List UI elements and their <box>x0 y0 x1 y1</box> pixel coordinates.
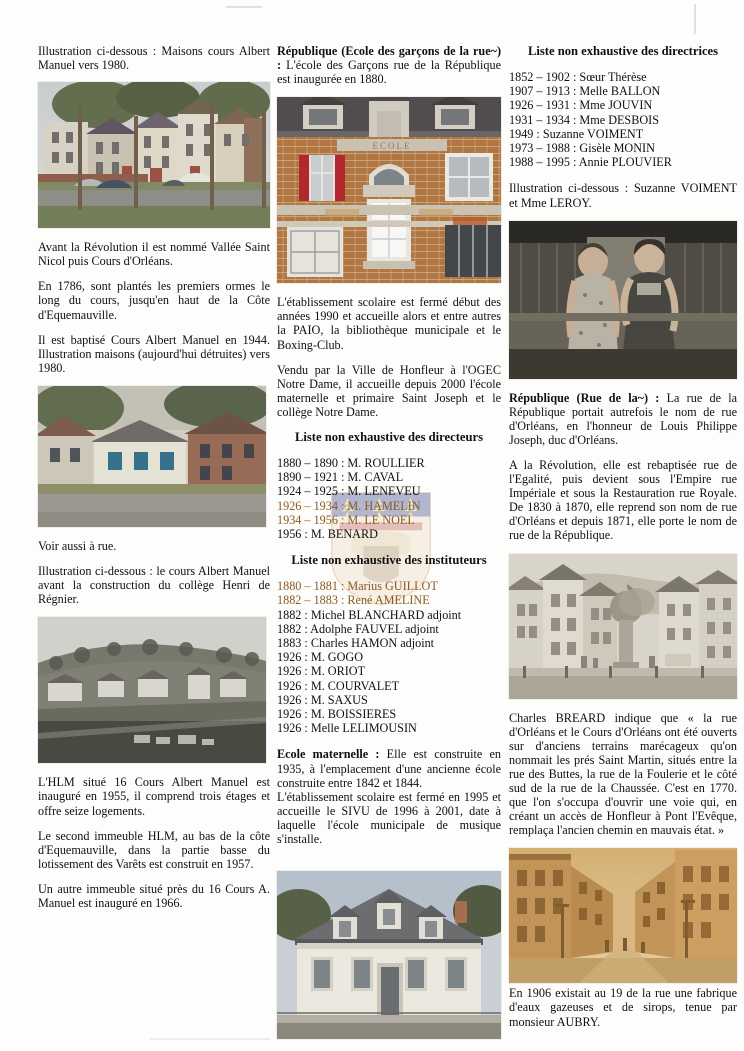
entry-republique-ecole-garcons <box>277 44 501 86</box>
entry-rue-republique-lead: République (Rue de la~) : <box>509 390 660 405</box>
left-paragraph-2: En 1786, sont plantés les premiers ormes le long du cours, jusqu'en haut de la Côte d'Equemauville. <box>38 279 270 322</box>
list-item: 1882 – 1883 : René AMELINE <box>277 593 430 608</box>
list-item: 1924 – 1925 : M. LENEVEU <box>277 484 421 499</box>
photo-maisons-cours-albert-manuel <box>38 82 270 228</box>
right-paragraph-3: Charles BREARD indique que « la rue d'Orléans et le Cours d'Orléans ont été ouverts sur d'anciens terrains marécageux qu'on nommait les prés Saint Martin, situés entre la rue des Buttes, la rue de la Foulerie et le côté sud de la rue de la Chaussée. C'est en 1770. que l'on s'occupa d'ouvrir une voie qui, en créant un accès de Honfleur à Pont l'Evêque, remplaça l'ancien chemin en mauvais état. » <box>509 710 737 838</box>
left-paragraph-7: Le second immeuble HLM, au bas de la côte d'Equemauville, dans la partie basse du lotissement des Varêts est construit en 1957. <box>38 828 270 871</box>
middle-column <box>277 44 501 1051</box>
list-item: 1907 – 1913 : Melle BALLON <box>509 84 661 99</box>
right-caption-photo-1: Illustration ci-dessous : Suzanne VOIMENT et Mme LEROY. <box>509 181 737 210</box>
entry-maternelle-body: Elle est construite en 1935, à l'emplacement d'une ancienne école construite entre 1842 et 1844. <box>277 747 501 790</box>
photo-suzanne-voiment-et-mme-leroy <box>509 221 737 379</box>
list-item: 1926 : M. COURVALET <box>277 678 400 693</box>
middle-paragraph-2: Vendu par la Ville de Honfleur à l'OGEC Notre Dame, il accueille depuis 2000 l'école maternelle et primaire Saint Joseph et le collège Notre Dame. <box>277 362 501 419</box>
right-column <box>509 44 737 1040</box>
left-column <box>38 44 270 921</box>
list-item: 1934 – 1956 : M. LE NOEL <box>277 512 415 527</box>
list-item: 1926 – 1934 : M. HAMELIN <box>277 498 421 513</box>
list-item: 1852 – 1902 : Sœur Thérèse <box>509 70 647 84</box>
entry-rue-republique-body: La rue de la République portait autrefois le nom de rue d'Orléans, en l'honneur de Louis Philippe Joseph, duc d'Orléans. <box>509 390 738 447</box>
list-item: 1926 : M. GOGO <box>277 650 363 665</box>
list-item: 1880 – 1881 : Marius GUILLOT <box>277 579 438 594</box>
left-paragraph-8: Un autre immeuble situé près du 16 Cours A. Manuel est inauguré en 1966. <box>38 881 270 910</box>
list-item: 1926 : M. ORIOT <box>277 664 366 679</box>
directeurs-list-title: Liste non exhaustive des directeurs <box>295 430 483 445</box>
photo-rue-sepia <box>509 848 737 983</box>
list-item: 1988 – 1995 : Annie PLOUVIER <box>509 155 672 170</box>
photo-ecole-des-garcons <box>277 97 501 283</box>
entry-maternelle-lead: Ecole maternelle : <box>277 747 380 762</box>
photo-ecole-maternelle <box>277 871 501 1039</box>
directrices-list <box>509 70 737 169</box>
scan-artifact-bottom <box>150 1038 270 1040</box>
instituteurs-list <box>277 579 501 735</box>
left-paragraph-3: Il est baptisé Cours Albert Manuel en 1944. Illustration maisons (aujourd'hui détruites) vers 1980. <box>38 332 270 375</box>
entry-ecole-maternelle <box>277 747 501 789</box>
photo-maisons-detruites <box>38 386 266 527</box>
left-paragraph-1: Avant la Révolution il est nommé Vallée Saint Nicol puis Cours d'Orléans. <box>38 240 270 269</box>
list-item: 1926 – 1931 : Mme JOUVIN <box>509 98 653 113</box>
list-item: 1926 : Melle LELIMOUSIN <box>277 721 417 736</box>
photo-rue-de-la-republique-ancienne <box>509 554 737 699</box>
scan-artifact-top <box>226 6 262 8</box>
list-item: 1956 : M. BENARD <box>277 527 378 542</box>
list-item: 1890 – 1921 : M. CAVAL <box>277 470 404 485</box>
middle-paragraph-1: L'établissement scolaire est fermé début des années 1990 et accueille alors et entre autres la PAIO, la bibliothèque municipale et le Boxing-Club. <box>277 295 501 352</box>
left-paragraph-4: Voir aussi à rue. <box>38 538 117 553</box>
list-item: 1949 : Suzanne VOIMENT <box>509 126 644 141</box>
right-paragraph-2: A la Révolution, elle est rebaptisée rue de l'Egalité, puis devient sous l'Empire rue Impériale et sous la Restauration rue Royale. De 1830 à 1870, elle reprend son nom de rue d'Orléans et depuis 1871, elle porte le nom de rue de la République. <box>509 457 737 543</box>
list-item: 1882 : Michel BLANCHARD adjoint <box>277 607 462 622</box>
entry-republique-lead: République (Ecole des garçons de la rue~) : <box>277 44 501 73</box>
list-item: 1926 : M. BOISSIERES <box>277 707 397 722</box>
list-item: 1973 – 1988 : Gisèle MONIN <box>509 141 655 156</box>
entry-republique-body: L'école des Garçons rue de la République est inaugurée en 1880. <box>277 58 501 87</box>
list-item: 1883 : Charles HAMON adjoint <box>277 636 435 651</box>
left-paragraph-6: L'HLM situé 16 Cours Albert Manuel est inauguré en 1955, il comprend trois étages et offre seize logements. <box>38 775 270 818</box>
list-item: 1880 – 1890 : M. ROULLIER <box>277 456 425 471</box>
directrices-list-title: Liste non exhaustive des directrices <box>527 44 719 58</box>
svg-text:ECOLE: ECOLE <box>372 141 412 152</box>
left-caption-top: Illustration ci-dessous : Maisons cours Albert Manuel vers 1980. <box>38 44 270 73</box>
middle-paragraph-maternelle-2: L'établissement scolaire est fermé en 1995 et accueille le SIVU de 1996 à 2001, date à laquelle l'école municipale de musique s'installe. <box>277 789 501 847</box>
scan-artifact-right <box>694 4 696 34</box>
photo-cours-avant-college-henri-de-regnier <box>38 617 266 763</box>
list-item: 1882 : Adolphe FAUVEL adjoint <box>277 621 439 636</box>
list-item: 1931 – 1934 : Mme DESBOIS <box>509 112 659 127</box>
list-item: 1926 : M. SAXUS <box>277 692 368 707</box>
left-paragraph-5: Illustration ci-dessous : le cours Albert Manuel avant la construction du collège Henri de Régnier. <box>38 564 270 607</box>
right-caption-bottom: En 1906 existait au 19 de la rue une fabrique d'eaux gazeuses et de sirops, tenue par monsieur AUBRY. <box>509 986 737 1029</box>
instituteurs-list-title: Liste non exhaustive des instituteurs <box>291 553 487 568</box>
entry-rue-de-la-republique <box>509 391 737 447</box>
directeurs-list <box>277 456 501 541</box>
